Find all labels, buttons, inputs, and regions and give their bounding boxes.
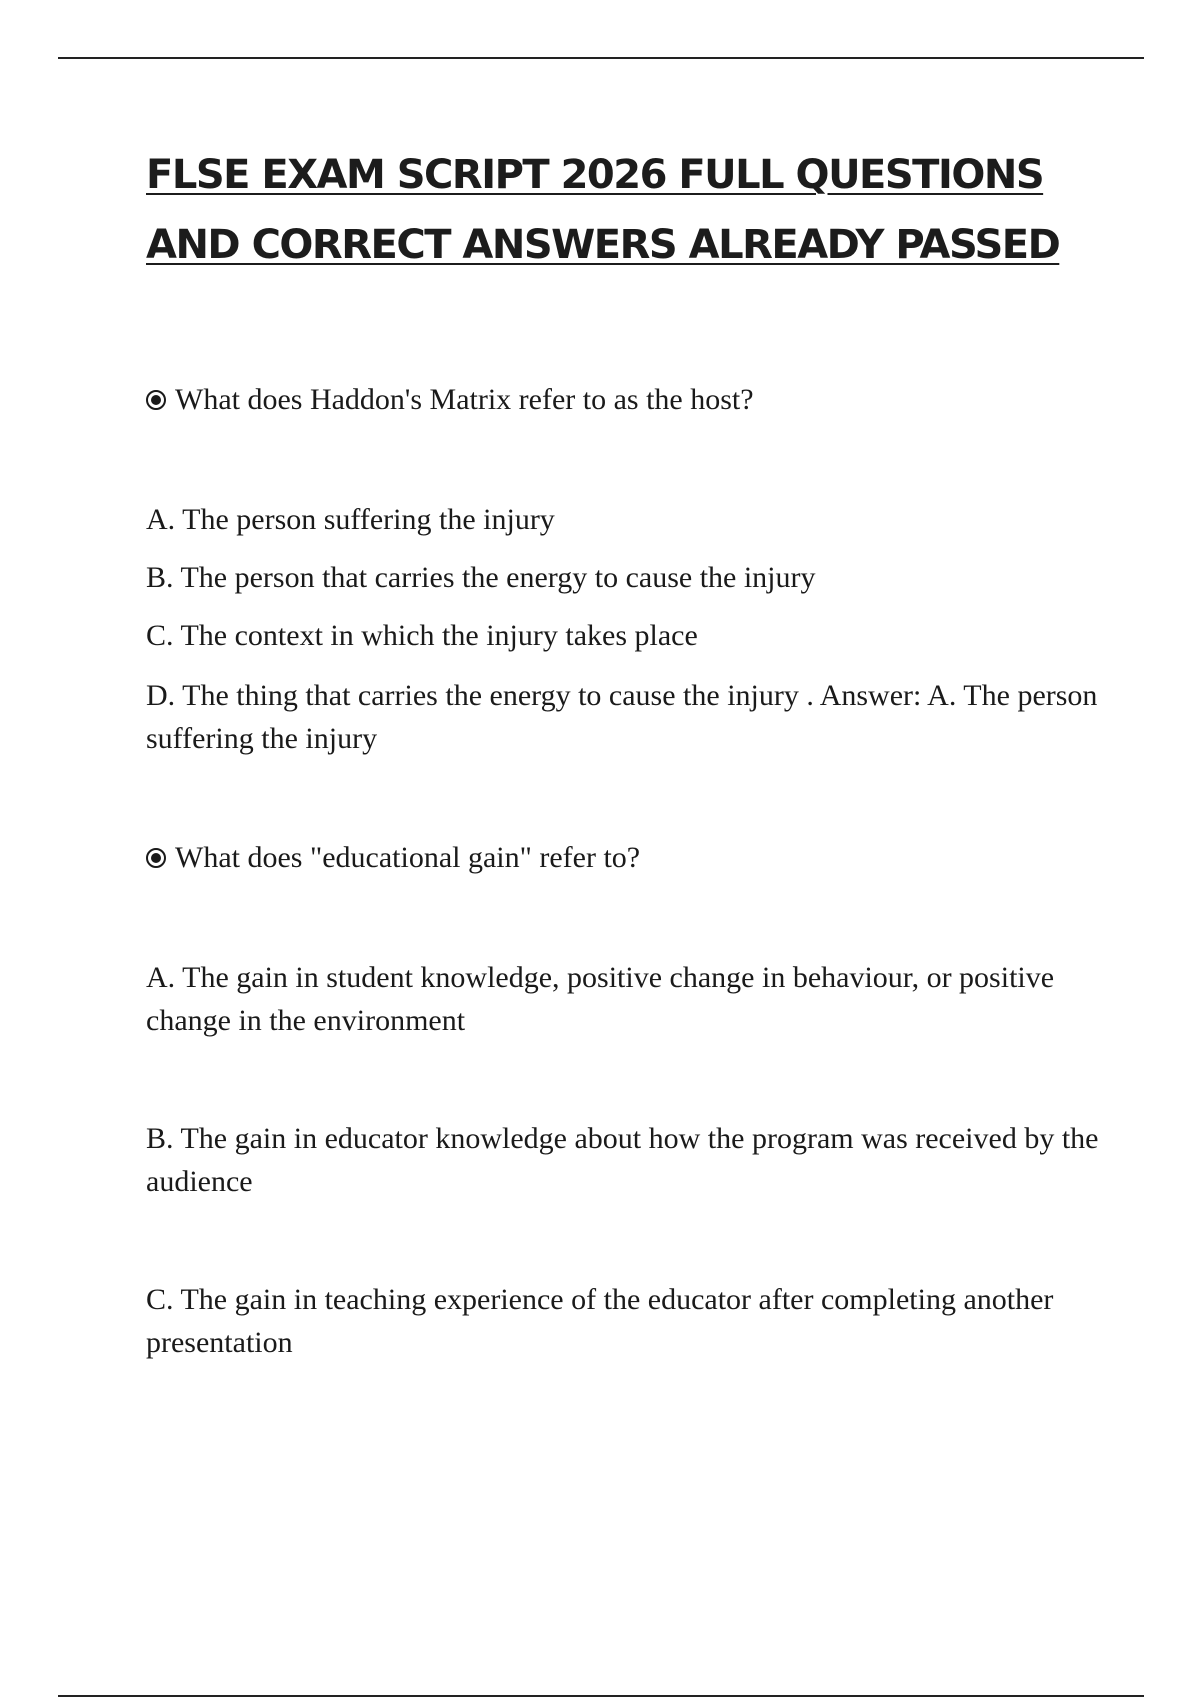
bottom-rule [58, 1695, 1144, 1697]
question-1-option-b: B. The person that carries the energy to cause the injury [146, 561, 816, 594]
question-2-option-b: B. The gain in educator knowledge about how the program was received by the audience [146, 1122, 1099, 1198]
title-line-1: FLSE EXAM SCRIPT 2026 FULL QUESTIONS [146, 152, 1044, 198]
question-1-option-c: C. The context in which the injury takes place [146, 619, 698, 652]
radio-bullet-icon [146, 848, 166, 868]
title-line-2: AND CORRECT ANSWERS ALREADY PASSED [146, 222, 1060, 268]
question-2-option-a: A. The gain in student knowledge, positive change in behaviour, or positive change in the environment [146, 961, 1055, 1037]
top-rule [58, 57, 1144, 59]
question-1-option-d-with-answer: D. The thing that carries the energy to cause the injury . Answer: A. The person suffering the injury [146, 679, 1098, 755]
question-2-option-c: C. The gain in teaching experience of the educator after completing another presentation [146, 1283, 1054, 1359]
question-2-text: What does "educational gain" refer to? [175, 841, 641, 874]
radio-bullet-icon [146, 390, 166, 410]
question-1-text: What does Haddon's Matrix refer to as the host? [175, 383, 754, 416]
question-1 [146, 380, 754, 420]
page-title [146, 140, 1106, 280]
question-2 [146, 838, 640, 878]
question-1-option-a: A. The person suffering the injury [146, 503, 555, 536]
